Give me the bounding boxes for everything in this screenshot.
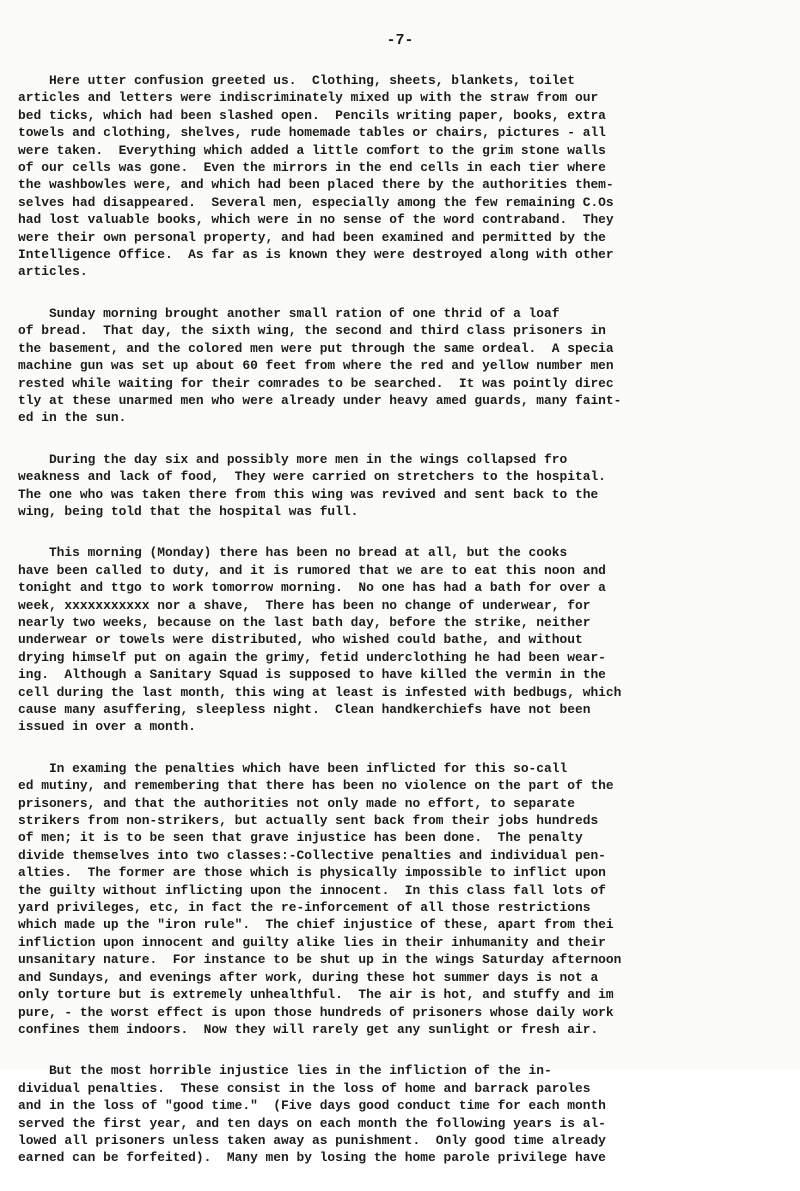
paragraph-cell-search [18,72,794,281]
text-line: Here utter confusion greeted us. Clothing, sheets, blankets, toilet [18,73,575,88]
text-line: machine gun was set up about 60 feet from where the red and yellow number men [18,358,614,374]
paragraph-individual-penalties [18,1062,794,1166]
text-line: In examing the penalties which have been inflicted for this so-call [18,760,568,776]
paragraph-monday [18,544,794,735]
text-line: were taken. Everything which added a little comfort to the grim stone walls [18,142,606,158]
text-line: drying himself put on again the grimy, fetid underclothing he had been wear- [18,649,606,665]
text-line: the basement, and the colored men were put through the same ordeal. A specia [18,340,614,356]
text-line: yard privileges, etc, in fact the re-inforcement of all those restrictions [18,900,591,916]
text-line: the guilty without inflicting upon the innocent. In this class fall lots of [18,882,606,898]
text-line: earned can be forfeited). Many men by losing the home parole privilege have [18,1150,606,1166]
text-line: only torture but is extremely unhealthful. The air is hot, and stuffy and im [18,987,614,1003]
paragraph-collapse [18,451,794,521]
text-line: articles. [18,264,88,280]
text-line: But the most horrible injustice lies in the infliction of the in- [18,1063,552,1079]
text-line: and in the loss of "good time." (Five days good conduct time for each month [18,1098,606,1114]
text-line: weakness and lack of food, They were carried on stretchers to the hospital. [18,469,606,485]
text-line: pure, - the worst effect is upon those hundreds of prisoners whose daily work [18,1004,614,1020]
text-line: divide themselves into two classes:-Collective penalties and individual pen- [18,847,606,863]
text-line: which made up the "iron rule". The chief injustice of these, apart from thei [18,917,614,933]
text-line: Intelligence Office. As far as is known they were destroyed along with other [18,247,614,263]
text-line: bed ticks, which had been slashed open. Pencils writing paper, books, extra [18,107,606,123]
text-line: have been called to duty, and it is rumored that we are to eat this noon and [18,562,606,578]
text-line: had lost valuable books, which were in no sense of the word contraband. They [18,212,614,228]
text-line: alties. The former are those which is physically impossible to inflict upon [18,865,606,881]
text-line: articles and letters were indiscriminately mixed up with the straw from our [18,90,599,106]
text-line: cause many asuffering, sleepless night. Clean handkerchiefs have not been [18,702,591,717]
text-line: During the day six and possibly more men in the wings collapsed fro [18,451,568,467]
text-line: ed in the sun. [18,410,127,426]
text-line: This morning (Monday) there has been no bread at all, but the cooks [18,545,568,561]
text-line: towels and clothing, shelves, rude homemade tables or chairs, pictures - all [18,125,606,141]
text-line: of men; it is to be seen that grave injustice has been done. The penalty [18,830,583,846]
text-line: strikers from non-strikers, but actually sent back from their jobs hundreds [18,813,599,829]
text-line: wing, being told that the hospital was full. [18,503,359,519]
text-line: selves had disappeared. Several men, especially among the few remaining C.Os [18,194,614,210]
text-line: cell during the last month, this wing at least is infested with bedbugs, which [18,684,622,700]
text-line: tonight and ttgo to work tomorrow morning. No one has had a bath for over a [18,580,606,596]
text-line: of our cells was gone. Even the mirrors in the end cells in each tier where [18,160,606,176]
document-body [18,72,794,1191]
text-line: rested while waiting for their comrades to be searched. It was pointly direc [18,375,614,391]
text-line: infliction upon innocent and guilty alike lies in their inhumanity and their [18,934,606,950]
text-line: of bread. That day, the sixth wing, the second and third class prisoners in [18,323,606,339]
text-line: The one who was taken there from this wing was revived and sent back to the [18,486,599,502]
text-line: issued in over a month. [18,719,196,735]
text-line: served the first year, and ten days on each month the following years is al- [18,1115,606,1131]
paragraph-penalties [18,760,794,1039]
text-line: underwear or towels were distributed, who wished could bathe, and without [18,632,583,648]
text-line: unsanitary nature. For instance to be shut up in the wings Saturday afternoon [18,952,622,968]
text-line: tly at these unarmed men who were already under heavy amed guards, many faint- [18,392,622,408]
page-number: -7- [386,32,414,49]
text-line: nearly two weeks, because on the last bath day, before the strike, neither [18,614,591,630]
text-line: week, xxxxxxxxxxx nor a shave, There has been no change of underwear, for [18,597,591,613]
text-line: the washbowles were, and which had been placed there by the authorities them- [18,177,614,193]
text-line: Sunday morning brought another small ration of one thrid of a loaf [18,305,560,321]
text-line: lowed all prisoners unless taken away as punishment. Only good time already [18,1132,606,1148]
text-line: ed mutiny, and remembering that there has been no violence on the part of the [18,778,614,794]
text-line: confines them indoors. Now they will rarely get any sunlight or fresh air. [18,1021,599,1037]
text-line: ing. Although a Sanitary Squad is supposed to have killed the vermin in the [18,667,606,683]
text-line: dividual penalties. These consist in the loss of home and barrack paroles [18,1080,591,1096]
paragraph-sunday [18,305,794,427]
text-line: were their own personal property, and had been examined and permitted by the [18,229,606,245]
text-line: prisoners, and that the authorities not only made no effort, to separate [18,795,575,811]
text-line: and Sundays, and evenings after work, during these hot summer days is not a [18,969,599,985]
